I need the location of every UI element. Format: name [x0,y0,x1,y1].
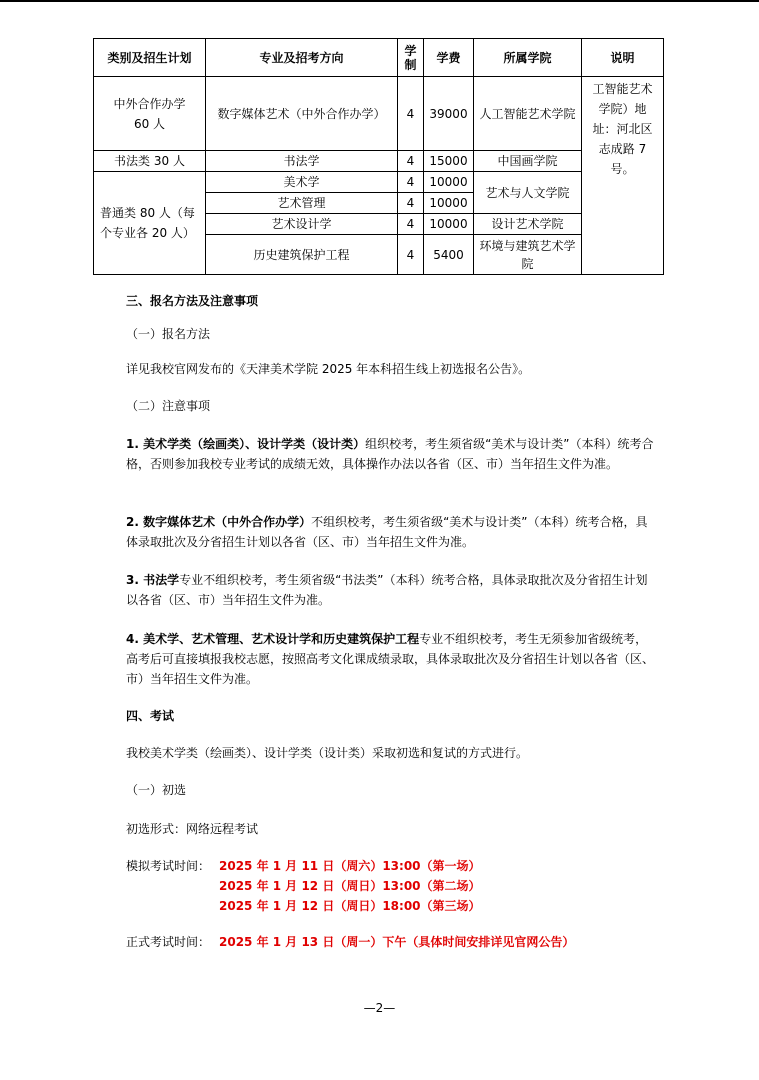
cell-major: 数字媒体艺术（中外合作办学） [206,77,398,151]
note-item-1-text: 组织校考，考生须省级“美术与设计类”（本科）统考合格，否则参加我校专业考试的成绩无效，具体操作办法以各省（区、市）当年招生文件为准。 [126,437,654,471]
cell-category: 普通类 80 人（每个专业各 20 人） [94,172,206,275]
cell-note: 工智能艺术学院）地址：河北区志成路 7 号。 [582,77,664,275]
subheading-registration: （一）报名方法 [126,327,211,341]
mock-exam-label: 模拟考试时间： [126,859,211,873]
cell-years: 4 [398,172,424,193]
cell-college: 艺术与人文学院 [474,172,582,214]
note-item-1-bold: 1. 美术学类（绘画类）、设计学类（设计类） [126,437,366,451]
note-item-2-bold: 2. 数字媒体艺术（中外合作办学） [126,515,312,529]
cell-major: 美术学 [206,172,398,193]
formal-exam-time: 2025 年 1 月 13 日（周一）下午（具体时间安排详见官网公告） [219,935,575,949]
cell-category: 书法类 30 人 [94,151,206,172]
cell-college: 设计艺术学院 [474,214,582,235]
cell-fee: 15000 [424,151,474,172]
subheading-notes: （二）注意事项 [126,399,211,413]
header-major: 专业及招考方向 [206,39,398,77]
cell-years: 4 [398,193,424,214]
note-item-4 [126,629,658,689]
header-note: 说明 [582,39,664,77]
note-item-1 [126,434,658,474]
note-item-2 [126,512,658,552]
cell-category: 中外合作办学 60 人 [94,77,206,151]
cell-fee: 10000 [424,172,474,193]
table-row [94,172,664,193]
cell-years: 4 [398,214,424,235]
note-item-3 [126,570,658,610]
table-header-row [94,39,664,77]
header-category: 类别及招生计划 [94,39,206,77]
cell-fee: 39000 [424,77,474,151]
table-row [94,151,664,172]
header-college: 所属学院 [474,39,582,77]
exam-intro: 我校美术学类（绘画类）、设计学类（设计类）采取初选和复试的方式进行。 [126,746,529,760]
top-border-line [0,0,759,2]
section-4-heading: 四、考试 [126,709,175,723]
cell-fee: 5400 [424,235,474,275]
note-item-4-bold: 4. 美术学、艺术管理、艺术设计学和历史建筑保护工程 [126,632,420,646]
mock-exam-session-2: 2025 年 1 月 12 日（周日）13:00（第二场） [219,879,481,893]
cell-major: 书法学 [206,151,398,172]
preliminary-form: 初选形式：网络远程考试 [126,822,259,836]
note-item-3-text: 专业不组织校考，考生须省级“书法类”（本科）统考合格，具体录取批次及分省招生计划以各省（区、市）当年招生文件为准。 [126,573,648,607]
page-number: —2— [363,1001,396,1015]
mock-exam-session-1: 2025 年 1 月 11 日（周六）13:00（第一场） [219,859,481,873]
cell-years: 4 [398,235,424,275]
cell-college: 人工智能艺术学院 [474,77,582,151]
cell-college: 环境与建筑艺术学院 [474,235,582,275]
formal-exam-label: 正式考试时间： [126,935,211,949]
cell-fee: 10000 [424,214,474,235]
cell-major: 艺术管理 [206,193,398,214]
cell-major: 历史建筑保护工程 [206,235,398,275]
subheading-preliminary: （一）初选 [126,783,187,797]
cell-college: 中国画学院 [474,151,582,172]
note-item-2-text: 不组织校考，考生须省级“美术与设计类”（本科）统考合格，具体录取批次及分省招生计划以各省（区、市）当年招生文件为准。 [126,515,648,549]
header-fee: 学费 [424,39,474,77]
cell-years: 4 [398,77,424,151]
registration-text: 详见我校官网发布的《天津美术学院 2025 年本科招生线上初选报名公告》。 [126,362,531,376]
header-years: 学 制 [398,39,424,77]
section-3-heading: 三、报名方法及注意事项 [126,294,259,308]
note-item-4-text: 专业不组织校考，考生无须参加省级统考，高考后可直接填报我校志愿，按照高考文化课成绩录取，具体录取批次及分省招生计划以各省（区、市）当年招生文件为准。 [126,632,655,686]
cell-years: 4 [398,151,424,172]
enrollment-plan-table [93,38,664,275]
cell-fee: 10000 [424,193,474,214]
mock-exam-session-3: 2025 年 1 月 12 日（周日）18:00（第三场） [219,899,481,913]
note-item-3-bold: 3. 书法学 [126,573,180,587]
cell-major: 艺术设计学 [206,214,398,235]
table-row [94,77,664,151]
